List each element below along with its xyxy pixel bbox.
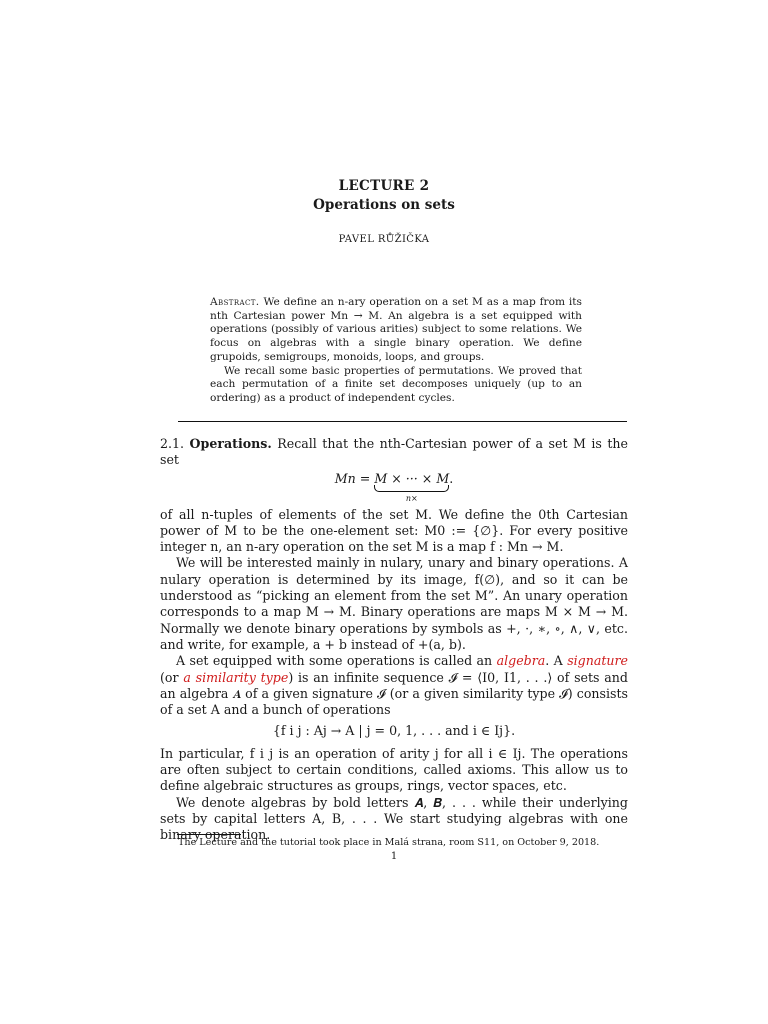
- underbrace-label: n×: [405, 493, 418, 503]
- term-algebra-link[interactable]: algebra: [496, 653, 546, 669]
- underbrace-content: M × ··· × M: [374, 470, 450, 486]
- paragraph-4: In particular, f i j is an operation of arity j for all i ∈ Ij. The operations are often subject to certain conditions, called axioms. This allow us to define algebraic structures as groups, rings, vector spaces, etc.: [160, 745, 628, 794]
- abstract-block: [210, 296, 582, 406]
- main-text: [160, 436, 628, 844]
- author-name: PAVEL RŮŽIČKA: [338, 234, 430, 245]
- section-number: 2.1.: [160, 436, 185, 451]
- abstract-label: Abstract.: [210, 296, 260, 308]
- paragraph-3: [160, 653, 628, 718]
- paragraph-1: of all n-tuples of elements of the set M. We define the 0th Cartesian power of M to be the one-element set: M0 := {∅}. For every positive integer n, an n-ary operation on the set M is a map f : Mn → M.: [160, 506, 628, 555]
- paragraph-5: We denote algebras by bold letters 𝑨, 𝑩, . . . while their underlying sets by capital letters A, B, . . . We start studying algebras with one binary operation.: [160, 794, 628, 843]
- term-similarity-type-link[interactable]: a similarity type: [183, 669, 289, 685]
- paragraph-3-text-a: A set equipped with some operations is called an: [176, 653, 493, 669]
- footnote-divider: [177, 834, 241, 835]
- term-signature-link[interactable]: signature: [567, 653, 629, 669]
- equation-lhs: Mn =: [334, 470, 371, 486]
- section-heading: Operations.: [189, 436, 272, 451]
- paragraph-3-text-b: . A: [545, 653, 563, 669]
- abstract-text-1: We define an n-ary operation on a set M as a map from its nth Cartesian power Mn → M. An algebra is a set equipped with operations (possibly of various arities) subject to some relations. We focus on algebras with a single binary operation. We define grupoids, semigroups, monoids, loops, and groups.: [210, 296, 582, 363]
- operations-set-equation: {f i j : Aj → A | j = 0, 1, . . . and i ∈ Ij}.: [272, 723, 516, 739]
- paragraph-3-text-d: ) is an infinite sequence 𝓘 = ⟨I0, I1, . . .⟩ of sets and an algebra 𝑨 of a given signature 𝓘 (or a given similarity type 𝓘) consists of a set A and a bunch of operations: [160, 669, 628, 718]
- section-intro: [160, 436, 628, 469]
- section-intro-text: Recall that the nth-Cartesian power of a set M is the set: [160, 436, 628, 468]
- abstract-paragraph-1: [210, 296, 582, 365]
- section-divider: [178, 421, 627, 422]
- page-number: 1: [390, 851, 398, 862]
- cartesian-power-equation: Mn = M × ··· × M n× .: [160, 471, 628, 501]
- footnote: The Lecture and the tutorial took place in Malá strana, room S11, on October 9, 2018.: [178, 837, 600, 848]
- lecture-subtitle: Operations on sets: [313, 197, 455, 213]
- lecture-title: LECTURE 2: [338, 178, 430, 194]
- abstract-paragraph-2: We recall some basic properties of permutations. We proved that each permutation of a finite set decomposes uniquely (up to an ordering) as a product of independent cycles.: [210, 364, 582, 404]
- paragraph-3-text-c: (or: [160, 669, 179, 685]
- paragraph-2: We will be interested mainly in nulary, unary and binary operations. A nulary operation is determined by its image, f(∅), and so it can be understood as “picking an element from the set M”. An unary operation corresponds to a map M → M. Binary operations are maps M × M → M. Normally we denote binary operations by symbols as +, ·, ∗, ∘, ∧, ∨, etc. and write, for example, a + b instead of +(a, b).: [160, 555, 628, 652]
